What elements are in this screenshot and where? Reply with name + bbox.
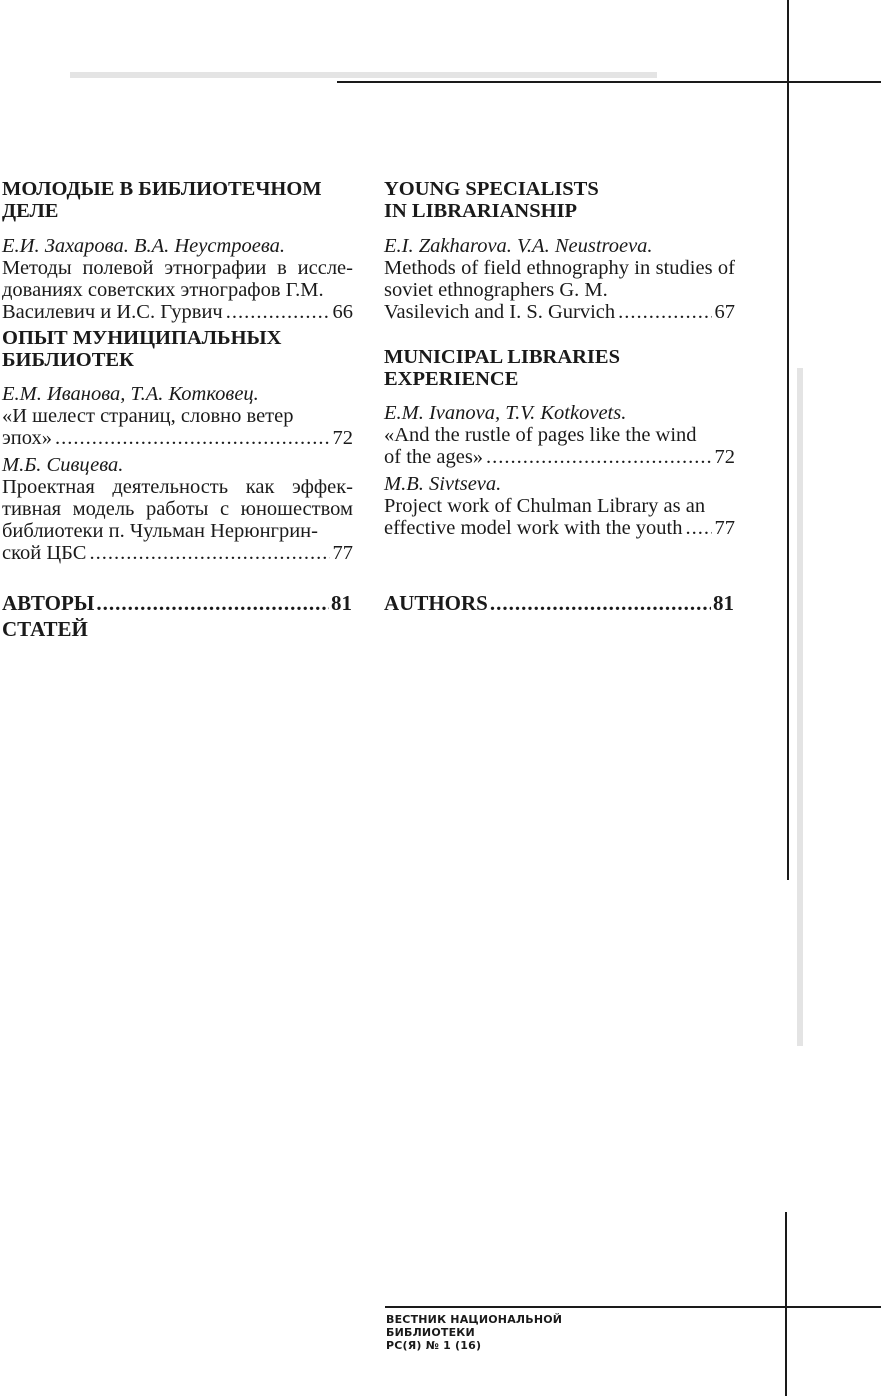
dot-leader [490, 590, 711, 616]
section-title-line: IN LIBRARIANSHIP [384, 200, 578, 222]
entry-title-last-line: эпох» [2, 427, 53, 449]
dot-leader [55, 427, 329, 449]
entry-author: М.Б. Сивцева. [2, 454, 124, 476]
dot-leader [226, 301, 330, 323]
entry-leader-line [2, 542, 353, 564]
toc-entry[interactable] [2, 235, 353, 323]
entry-title-text: «И шелест страниц, словно ветер [2, 405, 294, 427]
entry-page-number: 72 [714, 446, 735, 468]
section-title-line: MUNICIPAL LIBRARIES [384, 346, 620, 368]
section-title [2, 327, 353, 371]
entry-title [2, 405, 353, 427]
entry-author: Е.И. Захарова. В.А. Неустроева. [2, 235, 285, 257]
journal-name-line: БИБЛИОТЕКИ [386, 1326, 475, 1339]
entry-title-text: «And the rustle of pages like the wind [384, 424, 697, 446]
entry-title-last-line: effective model work with the youth [384, 517, 683, 539]
entry-leader-line [2, 427, 353, 449]
entry-page-number: 66 [332, 301, 353, 323]
authors-page-number: 81 [713, 591, 734, 615]
section-title-line: EXPERIENCE [384, 368, 519, 390]
entry-leader-line [384, 301, 735, 323]
entry-title [384, 257, 735, 301]
entry-title [2, 257, 353, 301]
dot-leader [89, 542, 329, 564]
entry-page-number: 72 [332, 427, 353, 449]
top-horizontal-rule [337, 81, 881, 83]
entry-title-text: Methods of field ethnography in studies of soviet ethnographers G. M. [384, 257, 735, 301]
entry-title-last-line: Василевич и И.С. Гурвич [2, 301, 223, 323]
journal-name-line: ВЕСТНИК НАЦИОНАЛЬНОЙ [386, 1313, 563, 1326]
authors-entry-english[interactable] [384, 590, 734, 616]
journal-footer [386, 1313, 562, 1352]
toc-column-english [384, 178, 735, 539]
section-title-line: ОПЫТ МУНИЦИПАЛЬНЫХ [2, 327, 282, 349]
dot-leader [96, 590, 329, 616]
toc-column-russian [2, 178, 353, 564]
entry-title [384, 424, 735, 446]
journal-issue: РС(Я) № 1 (16) [386, 1339, 482, 1352]
entry-title [384, 495, 735, 517]
toc-entry[interactable] [384, 402, 735, 468]
entry-leader-line [384, 517, 735, 539]
section-title-line: YOUNG SPECIALISTS [384, 178, 599, 200]
entry-author: E.M. Ivanova, T.V. Kotkovets. [384, 402, 627, 424]
entry-leader-line [2, 301, 353, 323]
entry-title-last-line: of the ages» [384, 446, 484, 468]
entry-page-number: 77 [332, 542, 353, 564]
entry-author: Е.М. Иванова, Т.А. Котковец. [2, 383, 259, 405]
entry-title-last-line: Vasilevich and I. S. Gurvich [384, 301, 616, 323]
toc-entry[interactable] [2, 383, 353, 449]
entry-leader-line [384, 446, 735, 468]
authors-page-number: 81 [331, 591, 352, 615]
dot-leader [486, 446, 711, 468]
authors-entry-russian[interactable] [2, 590, 352, 642]
entry-title-text: Project work of Chulman Library as an [384, 495, 706, 517]
dot-leader [686, 517, 712, 539]
bottom-vertical-rule [785, 1212, 787, 1396]
entry-author: M.B. Sivtseva. [384, 473, 502, 495]
toc-entry[interactable] [2, 454, 353, 564]
entry-page-number: 77 [714, 517, 735, 539]
entry-page-number: 67 [714, 301, 735, 323]
authors-label: AUTHORS [384, 591, 488, 615]
section-title [384, 346, 735, 390]
entry-title [2, 476, 353, 542]
section-title-line: МОЛОДЫЕ В БИБЛИОТЕЧНОМ [2, 178, 322, 200]
top-gray-bar [70, 72, 657, 78]
toc-entry[interactable] [384, 235, 735, 323]
entry-author: E.I. Zakharova. V.A. Neustroeva. [384, 235, 653, 257]
dot-leader [618, 301, 711, 323]
section-title [2, 178, 353, 222]
entry-title-last-line: ской ЦБС [2, 542, 87, 564]
entry-title-text: Методы полевой этнографии в иссле-дованиях советских этнографов Г.М. [2, 257, 353, 301]
authors-label: АВТОРЫ СТАТЕЙ [2, 591, 95, 641]
section-title [384, 178, 735, 222]
section-title-line: БИБЛИОТЕК [2, 349, 134, 371]
right-gray-bar [797, 368, 803, 1046]
toc-entry[interactable] [384, 473, 735, 539]
bottom-horizontal-rule [385, 1306, 881, 1308]
section-title-line: ДЕЛЕ [2, 200, 59, 222]
right-vertical-rule [787, 0, 789, 880]
entry-title-text: Проектная деятельность как эффек-тивная модель работы с юношеством библиотеки п. Чульман Нерюнгрин- [2, 476, 353, 542]
